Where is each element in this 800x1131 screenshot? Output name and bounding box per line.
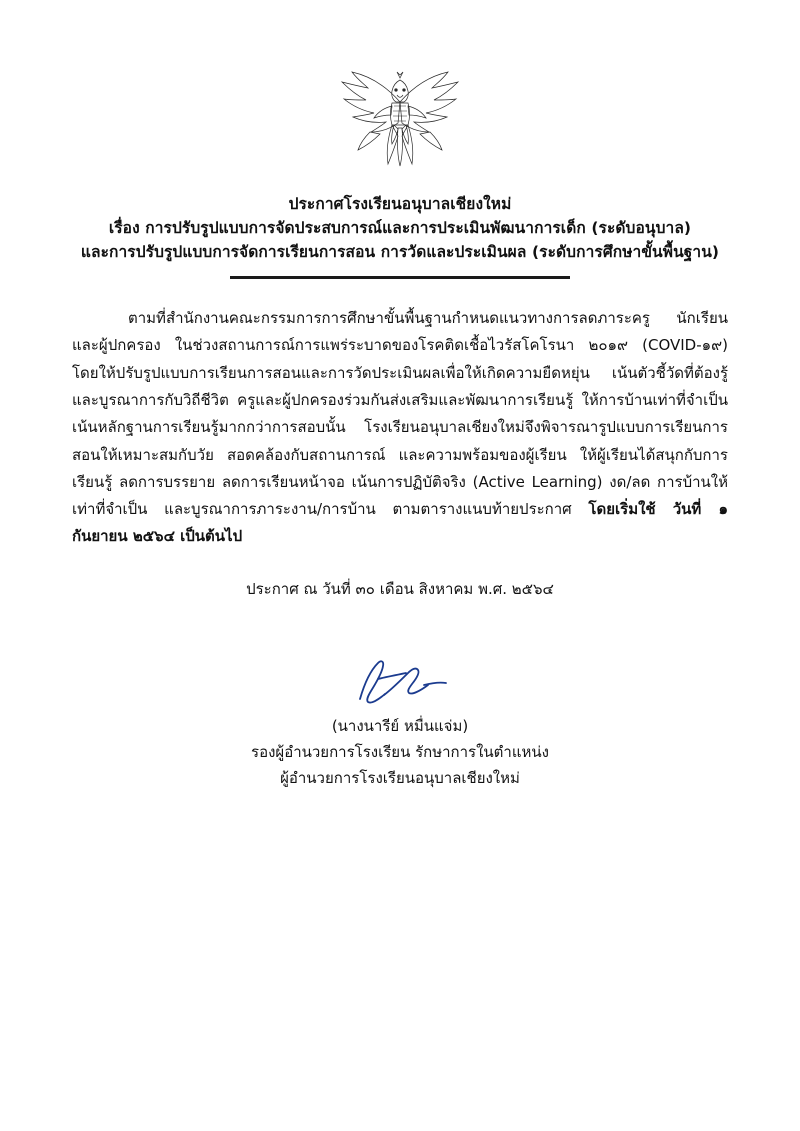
paragraph-effective-date: โดยเริ่มใช้ วันที่ ๑ กันยายน ๒๕๖๔ เป็นต้นไป (72, 500, 728, 546)
body-paragraph (72, 305, 728, 551)
emblem-container (72, 0, 728, 178)
announcement-title-line-2: เรื่อง การปรับรูปแบบการจัดประสบการณ์และการประเมินพัฒนาการเด็ก (ระดับอนุบาล) (108, 219, 692, 238)
handwritten-signature-icon (340, 655, 460, 711)
announcement-title-line-3: และการปรับรูปแบบการจัดการเรียนการสอน การวัดและประเมินผล (ระดับการศึกษาขั้นพื้นฐาน) (80, 243, 720, 262)
announcement-title-line-1: ประกาศโรงเรียนอนุบาลเชียงใหม่ (288, 195, 512, 213)
signer-role-line-1: รองผู้อำนวยการโรงเรียน รักษาการในตำแหน่ง (251, 742, 549, 761)
announcement-date: ประกาศ ณ วันที่ ๓๐ เดือน สิงหาคม พ.ศ. ๒๕๖๔ (246, 579, 554, 598)
signer-role-line-2: ผู้อำนวยการโรงเรียนอนุบาลเชียงใหม่ (280, 769, 520, 788)
horizontal-rule (230, 276, 570, 279)
paragraph-text: ตามที่สำนักงานคณะกรรมการการศึกษาขั้นพื้นฐานกำหนดแนวทางการลดภาระครู นักเรียนและผู้ปกครอง ในช่วงสถานการณ์การแพร่ระบาดของโรคติดเชื้อไวรัสโคโรนา ๒๐๑๙ (COVID-๑๙) โดยให้ปรับรูปแบบการเรียนการสอนและการวัดประเมินผลเพื่อให้เกิดความยืดหยุ่น เน้นตัวชี้วัดที่ต้องรู้และบูรณาการกับวิถีชีวิต ครูและผู้ปกครองร่วมกันส่งเสริมและพัฒนาการเรียนรู้ ให้การบ้านเท่าที่จำเป็น เน้นหลักฐานการเรียนรู้มากกว่าการสอบนั้น โรงเรียนอนุบาลเชียงใหม่จึงพิจารณารูปแบบการเรียนการสอนให้เหมาะสมกับวัย สอดคล้องกับสถานการณ์ และความพร้อมของผู้เรียน ให้ผู้เรียนได้สนุกกับการเรียนรู้ ลดการบรรยาย ลดการเรียนหน้าจอ เน้นการปฏิบัติจริง (Active Learning) งด/ลด การบ้านให้เท่าที่จำเป็น และบูรณาการภาระงาน/การบ้าน ตามตารางแนบท้ายประกาศ (72, 309, 728, 519)
heading-block (72, 192, 728, 279)
signer-name: (นางนารีย์ หมื่นแจ่ม) (331, 716, 469, 735)
signature-block (72, 655, 728, 792)
garuda-emblem-icon (334, 66, 466, 178)
